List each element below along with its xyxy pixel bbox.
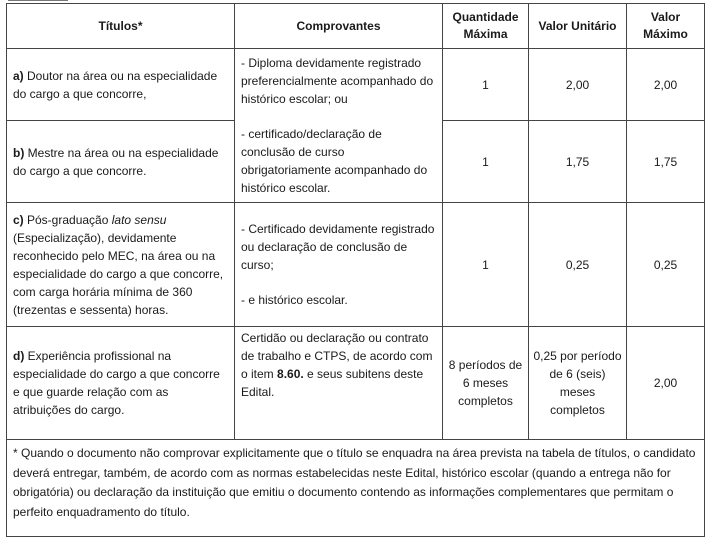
header-quantidade: Quantidade Máxima [443,4,529,49]
comprovantes-cell-c [235,203,443,327]
max-cell: 2,00 [627,327,705,440]
row-letter: c) [13,212,24,227]
table-row-d [7,327,705,440]
qtd-cell: 1 [443,203,529,327]
comprovante-text: e seus subitens deste Edital. [241,367,424,399]
footnote-row [7,440,705,537]
item-reference: 8.60. [277,367,304,381]
title-cell-c [7,203,235,327]
row-title: Pós-graduação [23,212,112,227]
qtd-cell: 1 [443,121,529,203]
row-letter: b) [13,145,25,160]
row-letter: a) [13,68,24,83]
header-comprovantes: Comprovantes [235,4,443,49]
table-row-c [7,203,705,327]
comprovante-text: - certificado/declaração de conclusão de curso obrigatoriamente acompanhado do histórico escolar. [241,127,428,195]
max-cell: 0,25 [627,203,705,327]
row-letter: d) [13,349,25,363]
row-title: (Especialização), devidamente reconhecido pelo MEC, na área ou na especialidade do cargo a que concorre, com carga horária mínima de 360 (trezentas e sessenta) horas. [13,230,224,317]
title-cell-a [7,49,235,121]
row-title-italic: lato sensu [111,212,167,227]
top-rule [8,0,68,1]
row-title: Mestre na área ou na especialidade do cargo a que concorre. [13,145,219,178]
header-row [7,4,705,49]
title-cell-b [7,121,235,203]
header-titulos: Títulos* [7,4,235,49]
unit-cell: 0,25 [529,203,627,327]
title-cell-d [7,327,235,440]
header-valor-maximo: Valor Máximo [627,4,705,49]
max-cell: 1,75 [627,121,705,203]
qtd-cell: 8 períodos de 6 meses completos [443,327,529,440]
comprovante-text: - Diploma devidamente registrado preferencialmente acompanhado do histórico escolar; ou [241,56,434,106]
table-row-a [7,49,705,121]
comprovante-text: - Certificado devidamente registrado ou declaração de conclusão de curso; [241,222,435,272]
qtd-cell: 1 [443,49,529,121]
max-cell: 2,00 [627,49,705,121]
comprovantes-cell-ab [235,49,443,203]
unit-cell: 1,75 [529,121,627,203]
comprovantes-cell-d [235,327,443,440]
unit-cell: 2,00 [529,49,627,121]
unit-cell: 0,25 por período de 6 (seis) meses completos [529,327,627,440]
row-title: Experiência profissional na especialidade do cargo a que concorre e que guarde relação com as atribuições do cargo. [13,349,220,417]
header-valor-unitario: Valor Unitário [529,4,627,49]
footnote: * Quando o documento não comprovar explicitamente que o título se enquadra na área prevista na tabela de títulos, o candidato deverá entregar, também, de acordo com as normas estabelecidas neste Edital, histórico escolar (quando a entrega não for obrigatória) ou declaração da instituição que emitiu o documento contendo as informações complementares que permitam o perfeito enquadramento do título. [7,440,705,537]
comprovante-text: Certidão ou declaração ou contrato de trabalho e CTPS, de acordo com o item [241,331,433,381]
comprovante-text: - e histórico escolar. [241,293,348,307]
titles-table [6,3,705,537]
row-title: Doutor na área ou na especialidade do cargo a que concorre, [13,68,218,101]
